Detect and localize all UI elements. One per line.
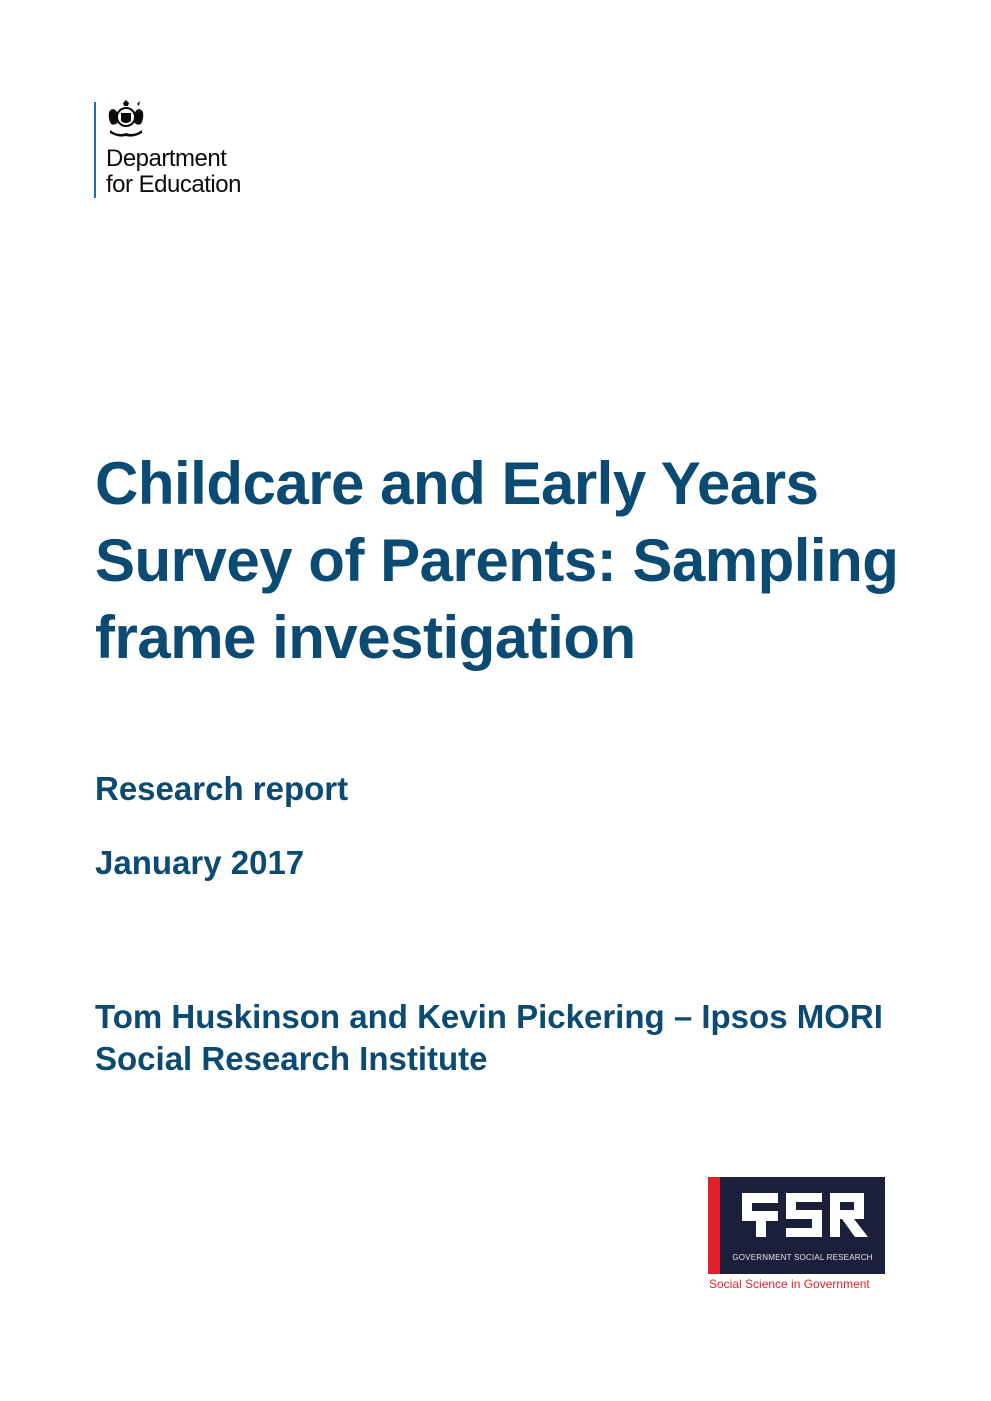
publication-date: January 2017 [95,844,305,881]
organisation-name-line2: for Education [106,171,241,198]
gsr-full-name: GOVERNMENT SOCIAL RESEARCH [732,1253,873,1262]
royal-coat-of-arms-icon [106,100,146,140]
report-type: Research report [95,770,349,807]
dfe-logo [94,100,294,200]
gsr-logo [708,1177,888,1292]
gsr-red-bar [708,1177,720,1274]
organisation-name [106,146,241,198]
logo-rule [94,102,96,198]
gsr-tagline: Social Science in Government [709,1277,870,1291]
gsr-logo-box [720,1177,885,1274]
report-title: Childcare and Early Years Survey of Parents: Sampling frame investigation [95,450,899,671]
gsr-wordmark-icon [734,1185,874,1245]
organisation-name-line1: Department [106,145,227,172]
report-authors: Tom Huskinson and Kevin Pickering – Ipsos MORI Social Research Institute [95,998,883,1077]
